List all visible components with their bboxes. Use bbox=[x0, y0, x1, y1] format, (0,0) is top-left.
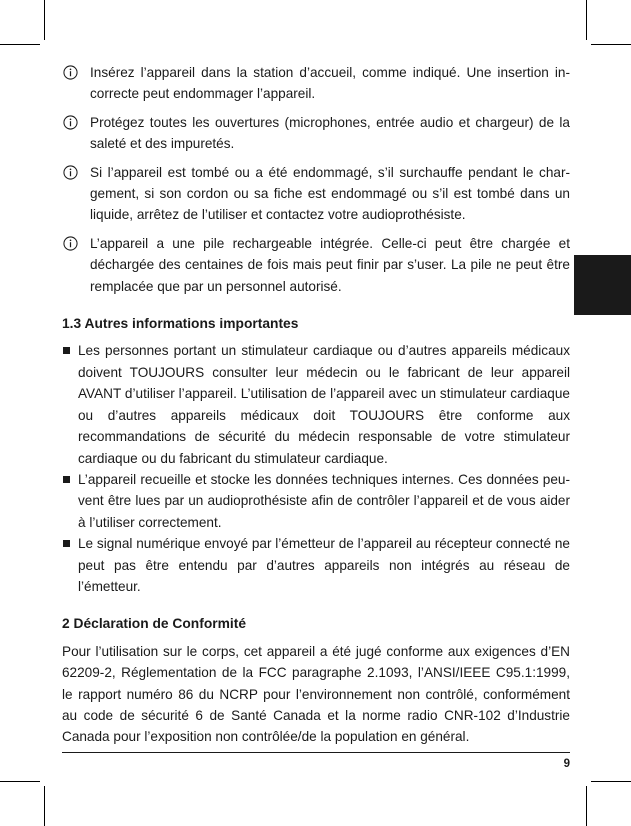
crop-mark bbox=[0, 44, 40, 45]
bullet-item bbox=[62, 533, 570, 597]
chapter-thumb-tab bbox=[574, 255, 631, 315]
bullet-item bbox=[62, 340, 570, 468]
bullet-item bbox=[62, 469, 570, 533]
info-icon bbox=[63, 236, 78, 251]
square-bullet-icon bbox=[63, 347, 70, 354]
crop-mark bbox=[44, 0, 45, 40]
info-note-text: Si l’appareil est tombé ou a été endommagé, s’il surchauffe pendant le chargement, si son cordon ou sa fiche est endommagé ou s’il est tombé dans un liquide, arrêtez de l’utiliser et contactez votre audioprothésiste. bbox=[90, 164, 570, 223]
page-content bbox=[62, 62, 570, 748]
crop-mark bbox=[591, 781, 631, 782]
crop-mark bbox=[586, 0, 587, 40]
info-note-text: L’appareil a une pile rechargeable intégrée. Celle-ci peut être chargée et déchargée des centaines de fois mais peut finir par s’user. La pile ne peut être remplacée que par un personnel autorisé. bbox=[90, 235, 570, 294]
info-note bbox=[62, 62, 570, 105]
section-heading: 1.3 Autres informations importantes bbox=[62, 316, 299, 332]
info-note-text: Protégez toutes les ouvertures (microphones, entrée audio et chargeur) de la saleté et des impuretés. bbox=[90, 114, 570, 152]
info-note bbox=[62, 233, 570, 297]
info-note bbox=[62, 162, 570, 226]
crop-mark bbox=[586, 786, 587, 826]
bullet-text: Les personnes portant un stimulateur cardiaque ou d’autres appareils médicaux doivent TOUJOURS consulter leur médecin ou le fabricant de leur appareil AVANT d’utiliser l’appareil. L’utilisation de l’appareil avec un stimulateur cardiaque ou d’autres appareils médicaux doit TOUJOURS être conforme aux recommandations de sécurité du médecin responsable de votre stimulateur cardiaque ou du fabricant du stimulateur cardiaque. bbox=[78, 343, 570, 466]
section-heading: 2 Déclaration de Conformité bbox=[62, 616, 246, 632]
info-note bbox=[62, 112, 570, 155]
crop-mark bbox=[591, 44, 631, 45]
info-icon bbox=[63, 165, 78, 180]
info-note-text: Insérez l’appareil dans la station d’accueil, comme indiqué. Une insertion incorrecte peut endommager l’appareil. bbox=[90, 65, 570, 102]
bullet-text: L’appareil recueille et stocke les données techniques internes. Ces données peuvent être lues par un audioprothésiste afin de contrôler l’appareil et de vous aider à l’utiliser correctement. bbox=[78, 471, 570, 530]
conformity-paragraph: Pour l’utilisation sur le corps, cet appareil a été jugé conforme aux exigences d’EN 62209-2, Réglementation de la FCC paragraphe 2.1093, l’ANSI/IEEE C95.1:1999, le rapport numéro 86 du NCRP pour l’environnement non contrôlé, conformément au code de sécurité 6 de Santé Canada et la norme radio CNR-102 d’Industrie Canada pour l’exposition non contrôlée/de la population en général. bbox=[62, 643, 570, 745]
page-number: 9 bbox=[563, 758, 570, 770]
crop-mark bbox=[0, 781, 40, 782]
bullet-text: Le signal numérique envoyé par l’émetteur de l’appareil au récepteur connecté ne peut pas être entendu par d’autres appareils non intégrés au réseau de l’émetteur. bbox=[78, 536, 570, 594]
footer-rule bbox=[62, 752, 570, 753]
square-bullet-icon bbox=[63, 540, 70, 547]
info-icon bbox=[63, 115, 78, 130]
square-bullet-icon bbox=[63, 476, 70, 483]
info-icon bbox=[63, 65, 78, 80]
crop-mark bbox=[44, 786, 45, 826]
